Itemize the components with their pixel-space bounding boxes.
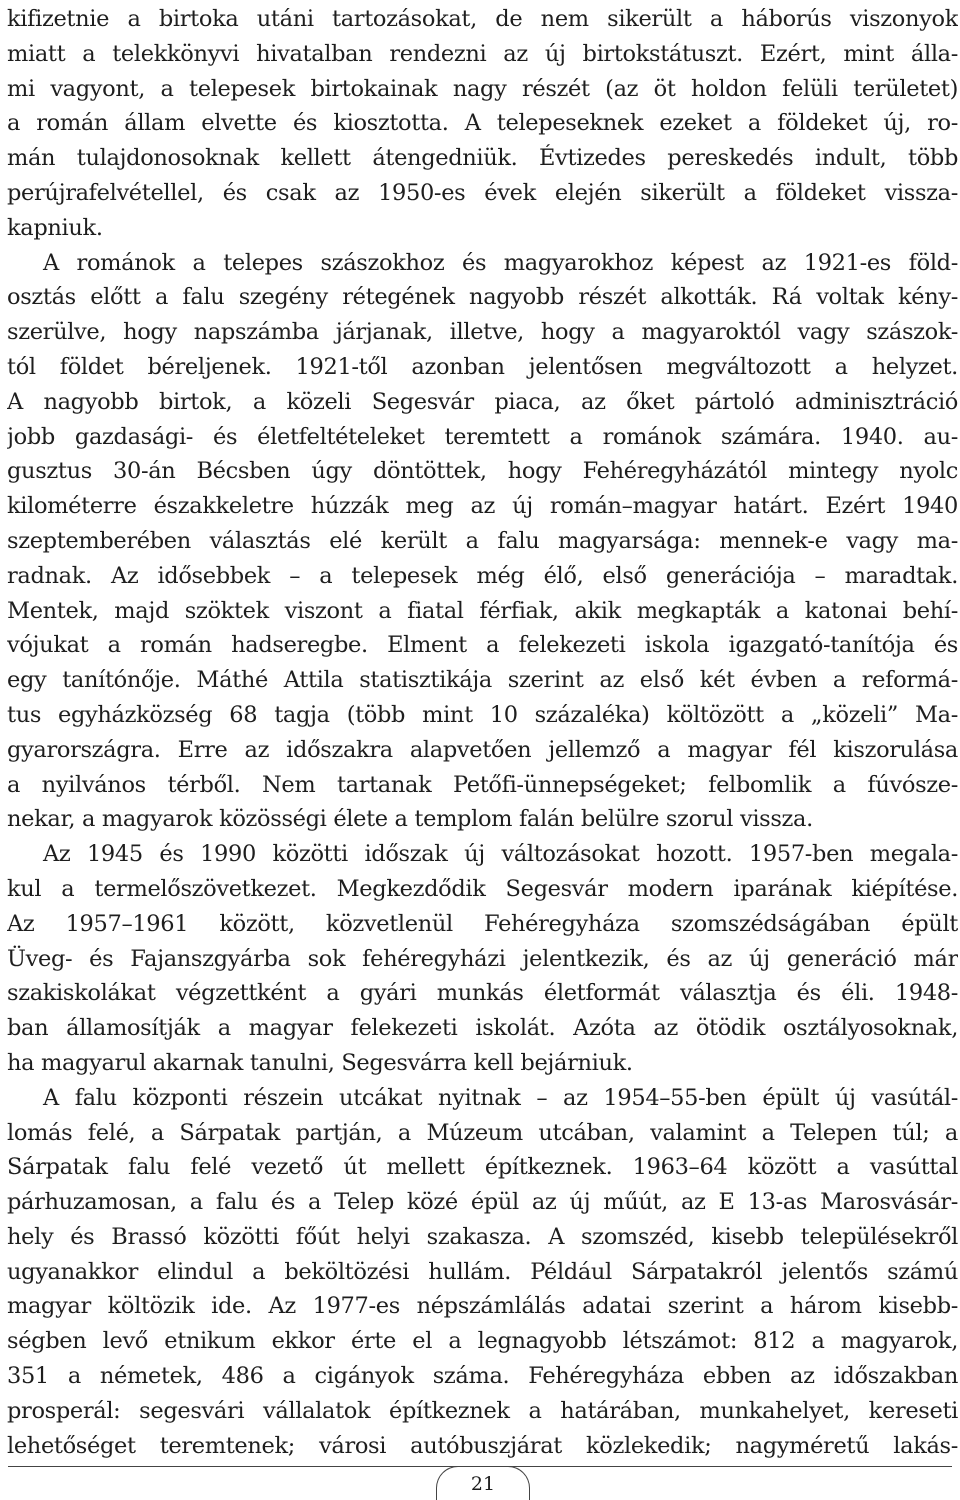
text-line: Sárpatak falu felé vezető út mellett építkeznek. 1963–64 között a vasúttal <box>7 1154 958 1181</box>
text-line: ségben levő etnikum ekkor érte el a legnagyobb létszámot: 812 a magyarok, <box>7 1328 958 1355</box>
text-line: prosperál: segesvári vállalatok építkeznek a határában, munkahelyet, kereseti <box>7 1397 958 1424</box>
text-line: ha magyarul akarnak tanulni, Segesvárra kell bejárniuk. <box>7 1049 633 1076</box>
text-line: szakiskolákat végzettként a gyári munkás életformát választja és éli. 1948- <box>7 980 958 1007</box>
text-line: A falu központi részein utcákat nyitnak – az 1954–55-ben épült új vasútál- <box>43 1084 958 1111</box>
text-line: osztás előtt a falu szegény rétegének nagyobb részét alkották. Rá voltak kény- <box>7 284 958 311</box>
text-line: vójukat a román hadseregbe. Elment a felekezeti iskola igazgató-tanítója és <box>7 632 958 659</box>
text-line: egy tanítónője. Máthé Attila statisztikája szerint az első két évben a reformá- <box>7 667 958 694</box>
text-line: ugyanakkor elindul a beköltözési hullám. Például Sárpatakról jelentős számú <box>7 1258 958 1285</box>
text-line: szerülve, hogy napszámba járjanak, illetve, hogy a magyaroktól vagy szászok- <box>7 319 958 346</box>
text-line: ban államosítják a magyar felekezeti iskolát. Azóta az ötödik osztályosoknak, <box>7 1015 958 1042</box>
page-number: 21 <box>470 1473 496 1495</box>
text-line: kilométerre északkeletre húzzák meg az új román–magyar határt. Ezért 1940 <box>7 493 958 520</box>
text-line: szeptemberében választás elé került a falu magyarsága: mennek-e vagy ma- <box>7 527 958 554</box>
text-line: mán tulajdonosoknak kellett átengedniük. Évtizedes pereskedés indult, több <box>7 145 958 172</box>
text-line: gyarországra. Erre az időszakra alapvetően jellemző a magyar fél kiszorulása <box>7 736 958 763</box>
text-line: magyar költözik ide. Az 1977-es népszámlálás adatai szerint a három kisebb- <box>7 1293 958 1320</box>
text-line: gusztus 30-án Bécsben úgy döntöttek, hogy Fehéregyházától mintegy nyolc <box>7 458 958 485</box>
text-line: tus egyházközség 68 tagja (több mint 10 százaléka) költözött a „közeli” Ma- <box>7 701 958 728</box>
text-line: A nagyobb birtok, a közeli Segesvár piaca, az őket pártoló adminisztráció <box>7 388 958 415</box>
text-line: nekar, a magyarok közösségi élete a templom falán belülre szorul vissza. <box>7 806 813 833</box>
text-line: hely és Brassó közötti főút helyi szakasza. A szomszéd, kisebb településekről <box>7 1223 958 1250</box>
text-line: kifizetnie a birtoka utáni tartozásokat, de nem sikerült a háborús viszonyok <box>7 6 958 32</box>
text-line: lehetőséget teremtenek; városi autóbuszjárat közlekedik; nagyméretű lakás- <box>7 1432 958 1459</box>
text-line: A románok a telepes szászokhoz és magyarokhoz képest az 1921-es föld- <box>43 249 958 276</box>
text-line: jobb gazdasági- és életfeltételeket teremtett a románok számára. 1940. au- <box>7 423 958 450</box>
page-body-text <box>7 2 958 1463</box>
text-line: Az 1957–1961 között, közvetlenül Fehéregyháza szomszédságában épült <box>7 910 958 937</box>
text-line: 351 a németek, 486 a cigányok száma. Fehéregyháza ebben az időszakban <box>7 1363 958 1390</box>
text-line: a román állam elvette és kiosztotta. A telepeseknek ezeket a földeket új, ro- <box>7 110 958 137</box>
text-line: perújrafelvétellel, és csak az 1950-es évek elején sikerült a földeket vissza- <box>7 179 958 206</box>
text-line: radnak. Az idősebbek – a telepesek még élő, első generációja – maradtak. <box>7 562 958 589</box>
text-line: párhuzamosan, a falu és a Telep közé épül az új műút, az E 13-as Marosvásár- <box>7 1189 958 1216</box>
text-line: kul a termelőszövetkezet. Megkezdődik Segesvár modern iparának kiépítése. <box>7 875 958 902</box>
text-line: Az 1945 és 1990 közötti időszak új változásokat hozott. 1957-ben megala- <box>43 841 958 868</box>
text-line: lomás felé, a Sárpatak partján, a Múzeum utcában, valamint a Telepen túl; a <box>7 1119 958 1146</box>
text-line: a nyilvános térből. Nem tartanak Petőfi-ünnepségeket; felbomlik a fúvósze- <box>7 771 958 798</box>
text-line: mi vagyont, a telepesek birtokainak nagy részét (az öt holdon felüli területet) <box>7 75 958 102</box>
text-line: tól földet béreljenek. 1921-től azonban jelentősen megváltozott a helyzet. <box>7 353 958 380</box>
page-number-tab <box>436 1466 530 1500</box>
text-line: miatt a telekkönyvi hivatalban rendezni az új birtokstátuszt. Ezért, mint álla- <box>7 40 958 67</box>
text-line: Mentek, majd szöktek viszont a fiatal férfiak, akik megkapták a katonai behí- <box>7 597 958 624</box>
text-line: Üveg- és Fajanszgyárba sok fehéregyházi jelentkezik, és az új generáció már <box>7 945 958 972</box>
text-line: kapniuk. <box>7 214 103 241</box>
